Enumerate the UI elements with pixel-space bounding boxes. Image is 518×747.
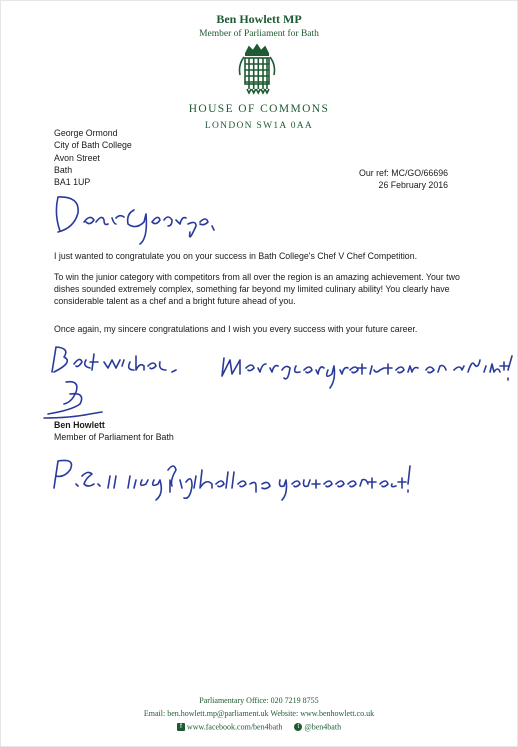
footer-twitter[interactable]: @ben4bath xyxy=(304,722,342,732)
recipient-line: City of Bath College xyxy=(54,140,132,151)
twitter-icon: t xyxy=(294,723,302,731)
footer-facebook[interactable]: www.facebook.com/ben4bath xyxy=(186,722,283,732)
body-paragraph: To win the junior category with competitors from all over the region is an amazing achievement. Your two dishes sounded extremely complex, something far beyond my limited culinary ability! You clearly have considerable talent as a chef and a bright future ahead of you. xyxy=(54,272,460,307)
mp-name: Ben Howlett MP xyxy=(216,12,302,26)
footer-social xyxy=(0,722,518,732)
facebook-icon: f xyxy=(177,723,185,731)
handwritten-signature xyxy=(44,382,102,418)
recipient-address xyxy=(54,127,132,188)
recipient-line: Bath xyxy=(54,164,73,175)
reference-number: Our ref: MC/GO/66696 xyxy=(359,168,448,178)
signoff-name: Ben Howlett xyxy=(54,420,105,430)
footer-contact: Email: ben.howlett.mp@parliament.uk Website: www.benhowlett.co.uk xyxy=(143,709,375,718)
address-line: LONDON SW1A 0AA xyxy=(204,121,314,131)
mp-title: Member of Parliament for Bath xyxy=(199,29,319,39)
signoff-title: Member of Parliament for Bath xyxy=(54,432,174,442)
handwritten-margin-note xyxy=(222,356,512,388)
reference-block xyxy=(359,167,448,192)
recipient-line: George Ormond xyxy=(54,128,118,138)
footer-office: Parliamentary Office: 020 7219 8755 xyxy=(199,696,319,705)
portcullis-icon xyxy=(234,43,280,95)
handwritten-closing xyxy=(52,347,176,372)
recipient-line: BA1 1UP xyxy=(54,177,91,188)
handwritten-postscript xyxy=(54,460,410,500)
house-of-commons-heading: HOUSE OF COMMONS xyxy=(188,103,330,115)
body-paragraph: Once again, my sincere congratulations and I wish you every success with your future career. xyxy=(54,324,418,334)
body-paragraph: I just wanted to congratulate you on your success in Bath College's Chef V Chef Competition. xyxy=(54,251,418,261)
recipient-line: Avon Street xyxy=(54,152,100,163)
handwritten-salutation xyxy=(56,197,214,244)
letter-date: 26 February 2016 xyxy=(378,180,448,191)
